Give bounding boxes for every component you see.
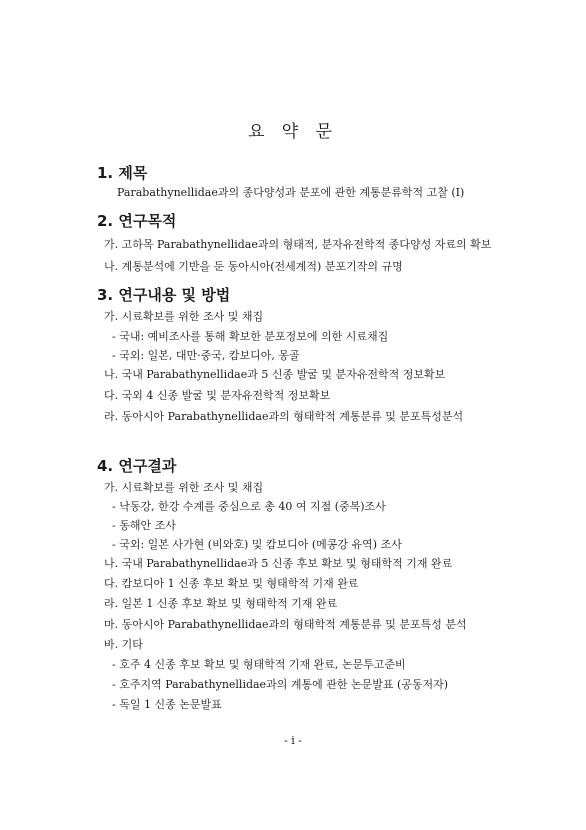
section-3-line: 가. 시료확보를 위한 조사 및 채집 — [104, 310, 264, 323]
section-4-line: 가. 시료확보를 위한 조사 및 채집 — [104, 481, 264, 494]
section-4-line: 바. 기타 — [104, 638, 143, 651]
section-4-line: 나. 국내 Parabathynellidae과 5 신종 후보 확보 및 형태학적 기재 완료 — [104, 557, 453, 570]
section-4-line: - 낙동강, 한강 수계를 중심으로 총 40 여 지점 (중복)조사 — [112, 500, 386, 513]
summary-title: 요 약 문 — [247, 122, 339, 142]
section-3-line: 다. 국외 4 신종 발굴 및 분자유전학적 정보확보 — [104, 389, 331, 402]
section-3-line: - 국내: 예비조사를 통해 확보한 분포정보에 의한 시료채집 — [112, 330, 389, 343]
section-4-heading: 4. 연구결과 — [97, 457, 177, 475]
section-4-line: - 호주지역 Parabathynellidae과의 계통에 관한 논문발표 (공동저자) — [112, 678, 449, 691]
section-3-line: 나. 국내 Parabathynellidae과 5 신종 발굴 및 분자유전학적 정보확보 — [104, 368, 446, 381]
section-4-line: 라. 일본 1 신종 후보 확보 및 형태학적 기재 완료 — [104, 597, 338, 610]
section-1-line: Parabathynellidae과의 종다양성과 분포에 관한 계통분류학적 고찰 (I) — [117, 186, 465, 199]
page-number: - i - — [284, 734, 302, 747]
section-3-line: 라. 동아시아 Parabathynellidae과의 형태학적 계통분류 및 분포특성분석 — [104, 410, 464, 423]
section-2-heading: 2. 연구목적 — [97, 212, 177, 230]
section-4-line: - 호주 4 신종 후보 확보 및 형태학적 기재 완료, 논문투고준비 — [112, 658, 406, 671]
section-4-line: - 독일 1 신종 논문발표 — [112, 698, 222, 711]
section-2-line: 나. 계통분석에 기반을 둔 동아시아(전세계적) 분포기작의 규명 — [104, 260, 403, 273]
section-3-line: - 국외: 일본, 대만·중국, 캄보디아, 몽골 — [112, 349, 300, 362]
section-4-line: - 국외: 일본 사가현 (비와호) 및 캄보디아 (메콩강 유역) 조사 — [112, 538, 402, 551]
section-3-heading: 3. 연구내용 및 방법 — [97, 286, 231, 304]
section-2-line: 가. 고하목 Parabathynellidae과의 형태적, 분자유전학적 종다양성 자료의 확보 — [104, 238, 492, 251]
section-4-line: 마. 동아시아 Parabathynellidae과의 형태학적 계통분류 및 분포특성 분석 — [104, 618, 467, 631]
section-4-line: 다. 캄보디아 1 신종 후보 확보 및 형태학적 기재 완료 — [104, 577, 359, 590]
section-4-line: - 동해안 조사 — [112, 519, 176, 532]
section-1-heading: 1. 제목 — [97, 164, 148, 182]
